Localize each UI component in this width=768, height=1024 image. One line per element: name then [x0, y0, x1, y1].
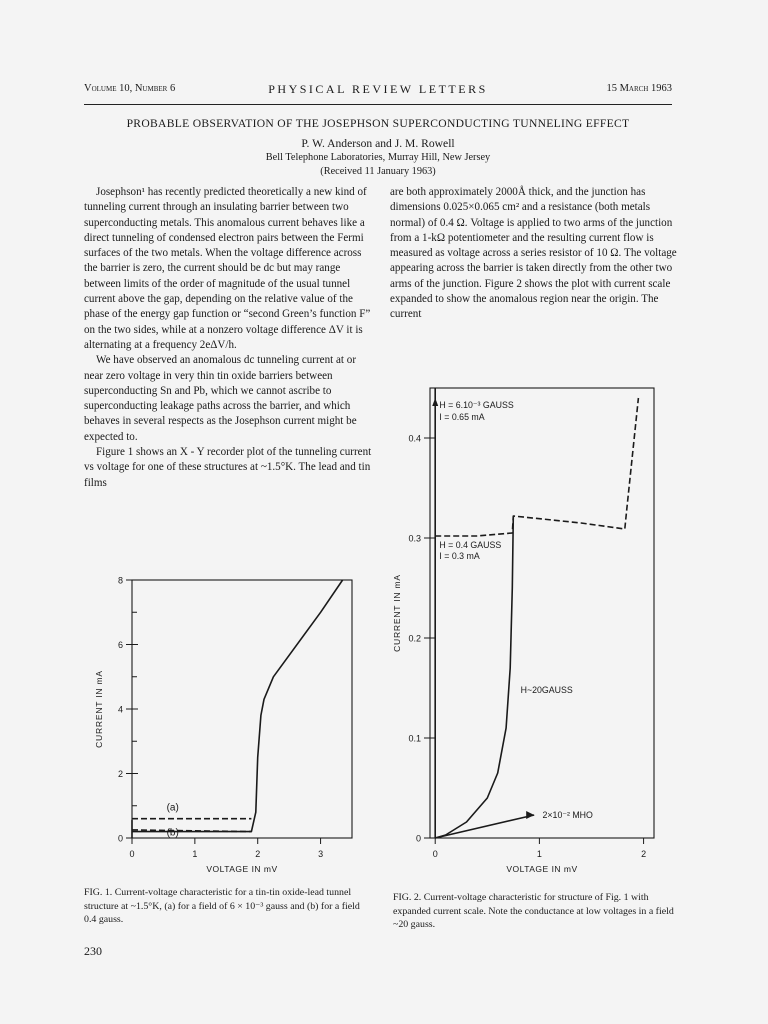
y-tick-label: 4	[117, 704, 123, 715]
figure-2-chart	[390, 380, 680, 880]
x-tick-label: 1	[192, 849, 198, 859]
plot-frame	[430, 388, 654, 838]
annotation-h-20: H~20GAUSS	[520, 685, 573, 695]
body-column-left	[84, 185, 374, 491]
figure-1-caption: FIG. 1. Current-voltage characteristic for a tin-tin oxide-lead tunnel structure at ~1.5°K, (a) for a field of 6 × 10⁻³ gauss and (b) for a field 0.4 gauss.	[84, 887, 360, 926]
y-tick-label: 0	[117, 833, 123, 844]
volume-number: Volume 10, Number 6	[84, 83, 176, 94]
y-tick-label: 0	[415, 833, 421, 844]
paragraph: We have observed an anomalous dc tunneling current at or near zero voltage in very thin tin oxide barriers between superconducting Sn and Pb, which we cannot ascribe to superconducting leakage paths across the barrier, and which behaves in several respects as the Josephson current might be expected to.	[84, 354, 357, 443]
body-column-right	[390, 185, 680, 323]
issue-date: 15 March 1963	[606, 83, 672, 94]
header-rule	[84, 104, 672, 105]
journal-name: PHYSICAL REVIEW LETTERS	[268, 82, 488, 96]
annotation-h-6e-3: H = 6.10⁻³ GAUSS	[439, 400, 514, 410]
page-header	[84, 83, 672, 99]
paragraph: Josephson¹ has recently predicted theoretically a new kind of tunneling current through an insulating barrier between two superconducting metals. This anomalous current behaves like a direct tunneling of condensed electron pairs between the Fermi surfaces of the two metals. When the voltage difference across the barrier is zero, the current should be dc but may range between limits of the order of magnitude of the usual tunnel current above the gap, depending on the relative value of the phase of the energy gap function or “second Green’s function F” on the two sides, while at a nonzero voltage difference ΔV it is alternating at a frequency 2eΔV/h.	[84, 186, 371, 351]
annotation-b: (b)	[166, 827, 179, 839]
paragraph: are both approximately 2000Å thick, and the junction has dimensions 0.025×0.065 cm² and a resistance (both metals normal) of 0.4 Ω. Voltage is applied to two arms of the junction from a 1-kΩ potentiometer and the resulting current flow is measured as voltage across a series resistor of 10 Ω. The voltage appearing across the barrier is taken directly from the other two arms of the junction. Figure 2 shows the plot with current scale expanded to show the anomalous region near the origin. The current	[390, 186, 677, 321]
figure-1-chart	[84, 570, 384, 880]
annotation-i-065: I = 0.65 mA	[439, 412, 485, 422]
y-axis-label: CURRENT IN mA	[94, 670, 104, 748]
annotation-a: (a)	[166, 802, 179, 814]
series-line-3	[435, 516, 513, 838]
y-tick-label: 0.2	[408, 633, 421, 644]
annotation-i-03: I = 0.3 mA	[439, 551, 480, 561]
y-axis-label: CURRENT IN mA	[392, 574, 402, 652]
x-tick-label: 3	[318, 849, 324, 859]
annotation-h-04: H = 0.4 GAUSS	[439, 540, 502, 550]
article-authors: P. W. Anderson and J. M. Rowell	[301, 137, 455, 150]
x-axis-label: VOLTAGE IN mV	[206, 864, 278, 874]
y-tick-label: 0.1	[408, 733, 421, 744]
plot-frame	[132, 580, 352, 838]
x-tick-label: 0	[432, 849, 438, 859]
article-title: PROBABLE OBSERVATION OF THE JOSEPHSON SUPERCONDUCTING TUNNELING EFFECT	[126, 117, 630, 130]
x-tick-label: 0	[129, 849, 135, 859]
y-tick-label: 2	[117, 769, 123, 779]
x-tick-label: 2	[641, 849, 647, 859]
arrow-head-right	[526, 811, 534, 819]
y-tick-label: 8	[117, 575, 123, 586]
x-tick-label: 2	[255, 849, 261, 859]
arrow-head-up	[432, 398, 438, 406]
article-affiliation: Bell Telephone Laboratories, Murray Hill, New Jersey	[265, 152, 491, 163]
y-tick-label: 0.3	[408, 533, 421, 544]
series-line-1	[132, 580, 343, 838]
x-tick-label: 1	[536, 849, 542, 859]
y-tick-label: 6	[117, 640, 123, 650]
paragraph: Figure 1 shows an X - Y recorder plot of the tunneling current vs voltage for one of these structures at ~1.5°K. The lead and tin films	[84, 446, 372, 489]
y-tick-label: 0.4	[408, 433, 421, 444]
annotation-mho: 2×10⁻² MHO	[542, 810, 593, 820]
page-number: 230	[84, 944, 102, 958]
x-axis-label: VOLTAGE IN mV	[506, 864, 578, 874]
figure-2-caption: FIG. 2. Current-voltage characteristic for structure of Fig. 1 with expanded current scale. Note the conductance at low voltages in a field ~20 gauss.	[393, 892, 674, 931]
received-date: (Received 11 January 1963)	[320, 166, 436, 177]
series-line-4	[435, 815, 534, 838]
